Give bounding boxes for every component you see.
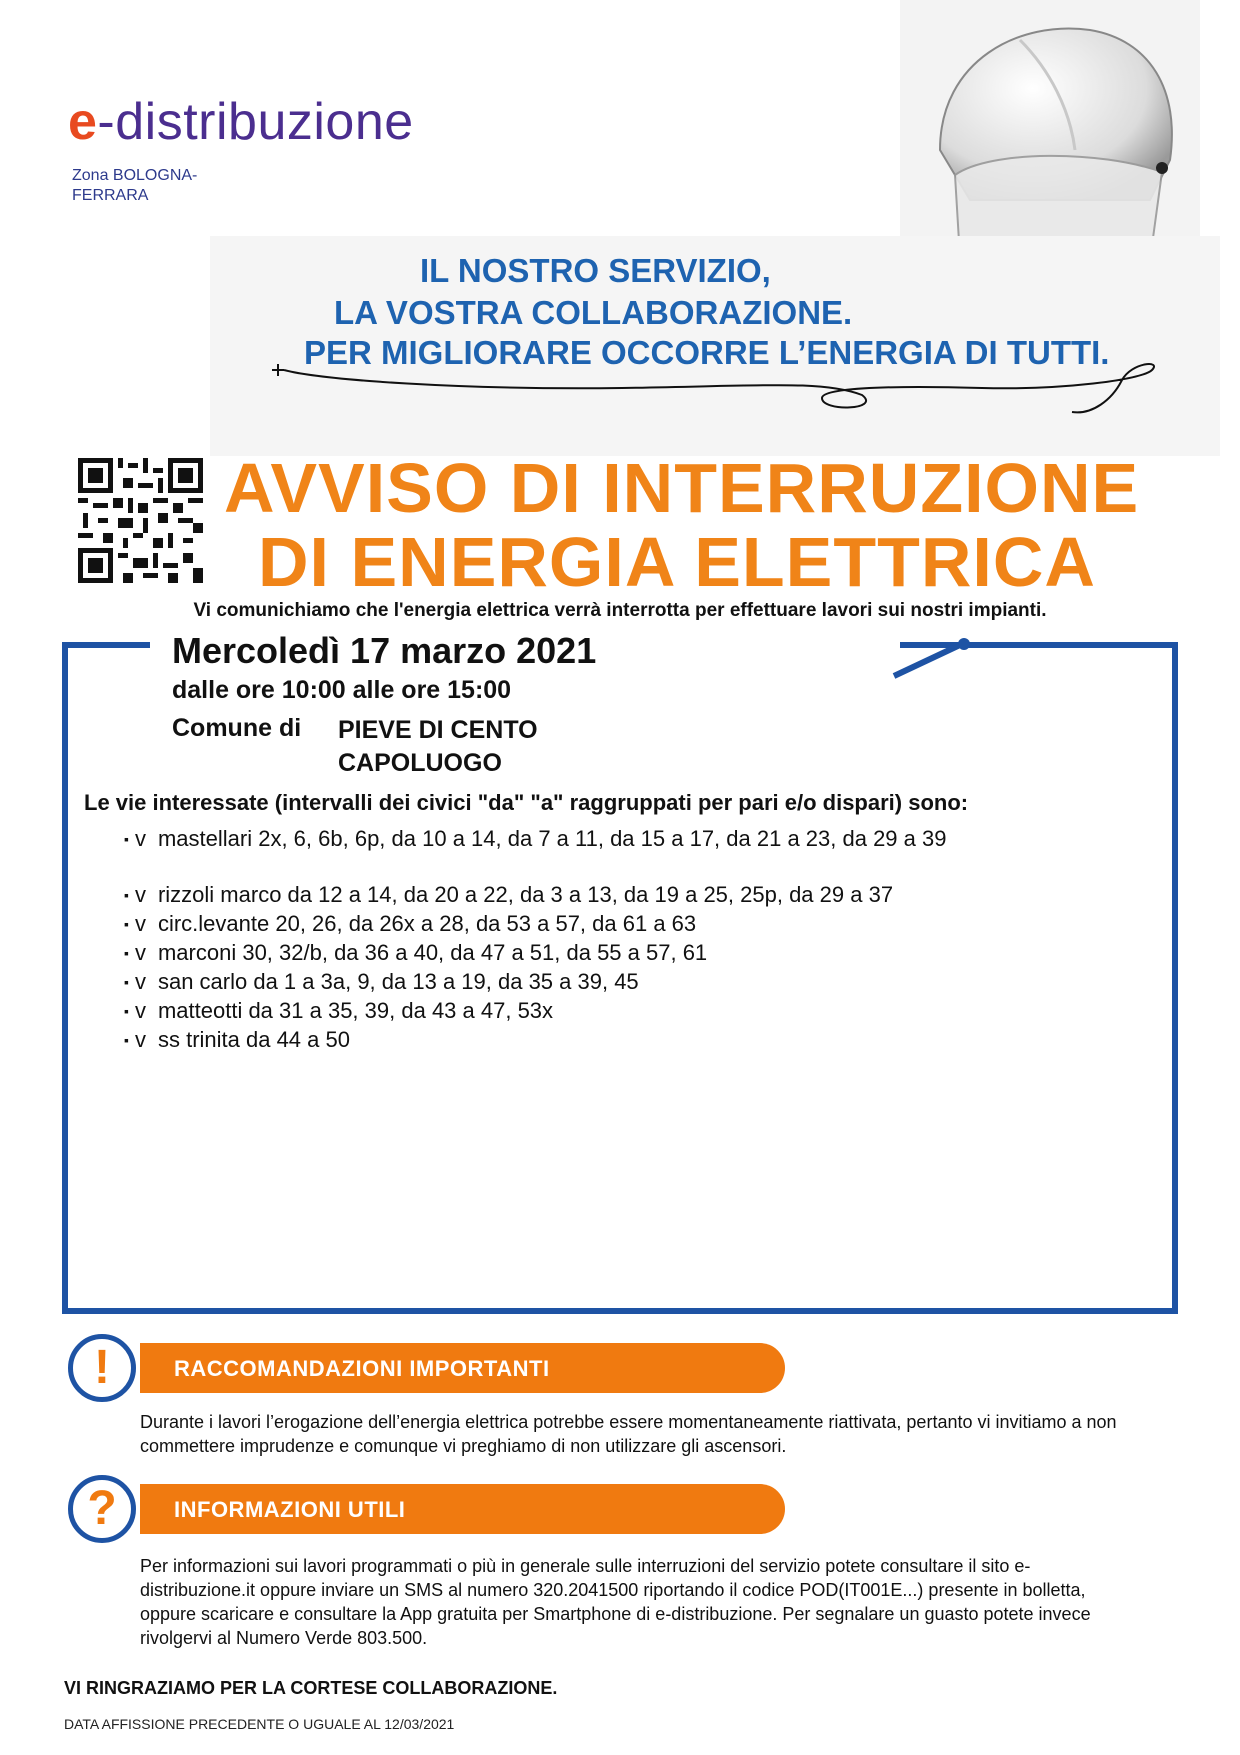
street-item <box>124 911 696 937</box>
street-item <box>124 969 639 995</box>
brand-logo <box>68 92 414 152</box>
outage-hours: dalle ore 10:00 alle ore 15:00 <box>172 676 512 704</box>
street-text: rizzoli marco da 12 a 14, da 20 a 22, da 3 a 13, da 19 a 25, 25p, da 29 a 37 <box>157 882 894 907</box>
comune-label: Comune di <box>172 714 302 742</box>
street-marker: v <box>134 998 146 1023</box>
notice-title-line-2: DI ENERGIA ELETTRICA <box>258 523 1096 601</box>
plug-cable-icon <box>262 340 1202 430</box>
thanks-text: VI RINGRAZIAMO PER LA CORTESE COLLABORAZIONE. <box>64 1678 558 1698</box>
bullet-icon: ▪ <box>124 887 129 903</box>
info-title: INFORMAZIONI UTILI <box>174 1497 406 1522</box>
street-text: mastellari 2x, 6, 6b, 6p, da 10 a 14, da 7 a 11, da 15 a 17, da 21 a 23, da 29 a 39 <box>157 826 947 851</box>
frame-hook-icon <box>888 632 978 682</box>
recommendations-title: RACCOMANDAZIONI IMPORTANTI <box>174 1356 550 1381</box>
street-item <box>124 882 893 908</box>
comune-value <box>338 714 538 780</box>
street-item <box>124 826 946 852</box>
street-marker: v <box>134 826 146 851</box>
street-item <box>124 940 707 966</box>
street-marker: v <box>134 882 146 907</box>
brand-logo-e: e <box>68 93 98 151</box>
street-text: san carlo da 1 a 3a, 9, da 13 a 19, da 35 a 39, 45 <box>157 969 639 994</box>
comune-name: PIEVE DI CENTO <box>338 716 538 744</box>
street-text: matteotti da 31 a 35, 39, da 43 a 47, 53x <box>157 998 554 1023</box>
slogan-line-2: LA VOSTRA COLLABORAZIONE. <box>334 294 853 331</box>
street-marker: v <box>134 1027 146 1052</box>
street-item <box>124 1027 350 1053</box>
qr-code <box>78 458 203 583</box>
bullet-icon: ▪ <box>124 1032 129 1048</box>
comune-area: CAPOLUOGO <box>338 749 502 777</box>
info-text: Per informazioni sui lavori programmati o più in generale sulle interruzioni del servizio potete consultare il sito e-distribuzione.it oppure inviare un SMS al numero 320.2041500 riportando il codice POD(IT001E...) presente in bolletta, oppure scaricare e consultare la App gratuita per Smartphone di e-distribuzione. Per segnalare un guasto potete invece rivolgervi al Numero Verde 803.500. <box>140 1556 1091 1648</box>
slogan-line-3: PER MIGLIORARE OCCORRE L’ENERGIA DI TUTTI. <box>304 334 1110 371</box>
notice-title-line-1: AVVISO DI INTERRUZIONE <box>224 449 1140 527</box>
bullet-icon: ▪ <box>124 974 129 990</box>
intro-text: Vi comunichiamo che l'energia elettrica verrà interrotta per effettuare lavori sui nostri impianti. <box>193 600 1047 621</box>
street-marker: v <box>134 969 146 994</box>
brand-logo-name: -distribuzione <box>97 93 414 151</box>
bullet-icon: ▪ <box>124 916 129 932</box>
street-item <box>124 998 553 1024</box>
slogan-line-1: IL NOSTRO SERVIZIO, <box>420 252 771 289</box>
street-marker: v <box>134 911 146 936</box>
bullet-icon: ▪ <box>124 1003 129 1019</box>
street-marker: v <box>134 940 146 965</box>
posting-date: DATA AFFISSIONE PRECEDENTE O UGUALE AL 12/03/2021 <box>64 1716 455 1732</box>
outage-date: Mercoledì 17 marzo 2021 <box>172 630 597 671</box>
recommendations-text: Durante i lavori l’erogazione dell’energia elettrica potrebbe essere momentaneamente riattivata, pertanto vi invitiamo a non commettere imprudenze e comunque vi preghiamo di non utilizzare gli ascensori. <box>140 1412 1117 1456</box>
street-text: ss trinita da 44 a 50 <box>157 1027 350 1052</box>
street-text: circ.levante 20, 26, da 26x a 28, da 53 a 57, da 61 a 63 <box>157 911 697 936</box>
exclamation-icon: ! <box>68 1334 136 1402</box>
question-icon: ? <box>68 1475 136 1543</box>
streets-heading: Le vie interessate (intervalli dei civici "da" "a" raggruppati per pari e/o dispari) sono: <box>84 790 969 815</box>
zone-label: Zona BOLOGNA-FERRARA <box>72 167 198 204</box>
bullet-icon: ▪ <box>124 831 129 847</box>
street-text: marconi 30, 32/b, da 36 a 40, da 47 a 51, da 55 a 57, 61 <box>157 940 708 965</box>
bullet-icon: ▪ <box>124 945 129 961</box>
